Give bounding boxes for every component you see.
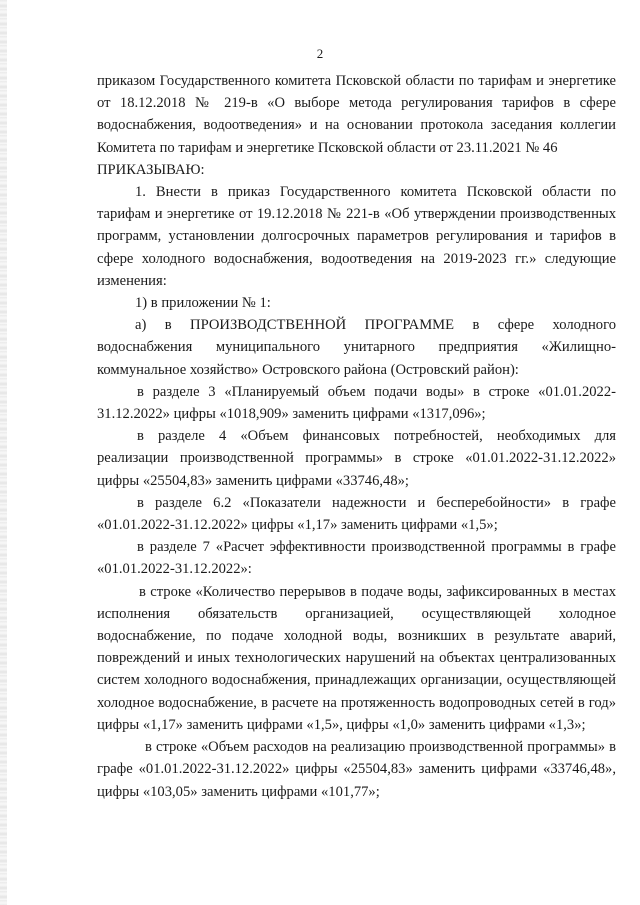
paragraph-order: ПРИКАЗЫВАЮ:	[97, 161, 205, 178]
scan-edge	[0, 0, 7, 905]
paragraph-item-1: 1. Внести в приказ Государственного комитета Псковской области по тарифам и энергетике от 19.12.2018 № 221-в «Об утверждении производственных программ, установлении долгосрочных параметров регулирования и тарифов в сфере холодного водоснабжения, водоотведения на 2019-2023 гг.» следующие изменения:	[97, 184, 616, 289]
paragraph-subitem-1: 1) в приложении № 1:	[135, 295, 271, 312]
paragraph-row-breaks: в строке «Количество перерывов в подаче воды, зафиксированных в местах исполнения обязательств организацией, осуществляющей холодное водоснабжение, по подаче холодной воды, возникших в результате аварий, повреждений и иных технологических нарушений на объектах централизованных систем холодного водоснабжения, принадлежащих организации, осуществляющей холодное водоснабжение, в расчете на протяженность водопроводных сетей в год» цифры «1,17» заменить цифрами «1,5», цифры «1,0» заменить цифрами «1,3»;	[97, 583, 616, 733]
paragraph-section-7: в разделе 7 «Расчет эффективности производственной программы в графе «01.01.2022-31.12.2022»:	[97, 539, 616, 578]
document-body	[97, 70, 616, 803]
paragraph-section-3: в разделе 3 «Планируемый объем подачи воды» в строке «01.01.2022-31.12.2022» цифры «1018,909» заменить цифрами «1317,096»;	[97, 383, 616, 423]
paragraph-section-4: в разделе 4 «Объем финансовых потребностей, необходимых для реализации производственной программы» в строке «01.01.2022-31.12.2022» цифры «25504,83» заменить цифрами «33746,48»;	[97, 428, 616, 489]
paragraph-row-costs: в строке «Объем расходов на реализацию производственной программы» в графе «01.01.2022-31.12.2022» цифры «25504,83» заменить цифрами «33746,48», цифры «103,05» заменить цифрами «101,77»;	[97, 739, 616, 800]
paragraph-intro: приказом Государственного комитета Псковской области по тарифам и энергетике от 18.12.2018 № 219-в «О выборе метода регулирования тарифов в сфере водоснабжения, водоотведения» и на основании протокола заседания коллегии Комитета по тарифам и энергетике Псковской области от 23.11.2021 № 46	[97, 73, 616, 156]
paragraph-subitem-a: а) в ПРОИЗВОДСТВЕННОЙ ПРОГРАММЕ в сфере холодного водоснабжения муниципального унитарного предприятия «Жилищно-коммунальное хозяйство» Островского района (Островский район):	[97, 317, 616, 378]
page-number: 2	[316, 46, 324, 61]
paragraph-section-6-2: в разделе 6.2 «Показатели надежности и бесперебойности» в графе «01.01.2022-31.12.2022» цифры «1,17» заменить цифрами «1,5»;	[97, 494, 616, 534]
